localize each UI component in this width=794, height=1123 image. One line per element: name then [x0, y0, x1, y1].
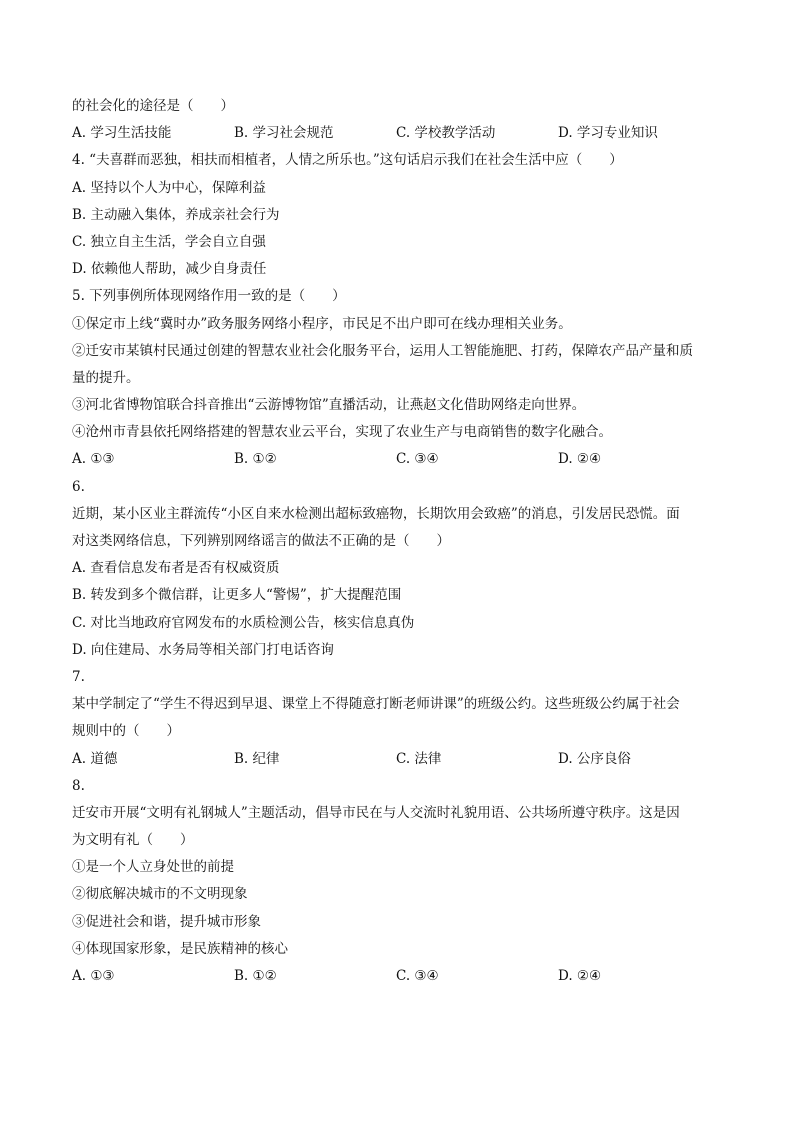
- q3-options: [72, 120, 722, 147]
- q4-option-d: D. 依赖他人帮助，减少自身责任: [72, 261, 267, 278]
- q6-option-c: C. 对比当地政府官网发布的水质检测公告，核实信息真伪: [72, 614, 415, 631]
- q8-item-2: ②彻底解决城市的不文明现象: [72, 886, 248, 903]
- q7-number: 7.: [72, 668, 85, 685]
- q8-option-c: C. ③④: [396, 968, 439, 984]
- q5-options: [72, 446, 722, 473]
- q5-option-c: C. ③④: [396, 451, 439, 468]
- q8-item-3: ③促进社会和谐，提升城市形象: [72, 913, 261, 930]
- q4-stem: 4. “夫喜群而恶独，相扶而相植者，人情之所乐也。”这句话启示我们在社会生活中应（ ）: [72, 152, 623, 169]
- exam-page: [72, 93, 722, 990]
- q6-number: 6.: [72, 478, 85, 495]
- q5-option-a: A. ①③: [72, 451, 115, 468]
- q6-option-b: B. 转发到多个微信群，让更多人“警惕”，扩大提醒范围: [72, 587, 402, 604]
- q5-option-b: B. ①②: [234, 451, 277, 468]
- q5-option-d: D. ②④: [558, 451, 602, 468]
- q8-item-1: ①是一个人立身处世的前提: [72, 859, 234, 876]
- q5-item-1: ①保定市上线“冀时办”政务服务网络小程序，市民足不出户即可在线办理相关业务。: [72, 315, 572, 332]
- q5-item-2: ②迁安市某镇村民通过创建的智慧农业社会化服务平台，运用人工智能施肥、打药，保障农产品产量和质: [72, 342, 693, 359]
- q7-stem-line-2: 规则中的（ ）: [72, 723, 180, 740]
- q8-option-a: A. ①③: [72, 968, 115, 984]
- q7-option-a: A. 道德: [72, 750, 118, 767]
- q6-stem-line-1: 近期，某小区业主群流传“小区自来水检测出超标致癌物，长期饮用会致癌”的消息，引发居民恐慌。面: [72, 505, 680, 522]
- q8-number: 8.: [72, 777, 85, 794]
- q4-option-c: C. 独立自主生活，学会自立自强: [72, 233, 266, 250]
- q5-stem: 5. 下列事例所体现网络作用一致的是（ ）: [72, 288, 346, 305]
- q4-option-a: A. 坚持以个人为中心，保障利益: [72, 179, 266, 196]
- q5-item-2-cont: 量的提升。: [72, 369, 140, 386]
- q8-stem-line-1: 迁安市开展“文明有礼钢城人”主题活动，倡导市民在与人交流时礼貌用语、公共场所遵守秩序。这是因: [72, 804, 680, 821]
- q6-stem-line-2: 对这类网络信息，下列辨别网络谣言的做法不正确的是（ ）: [72, 533, 450, 549]
- q7-options: [72, 746, 722, 773]
- q3-option-a: A. 学习生活技能: [72, 125, 172, 142]
- q7-option-c: C. 法律: [396, 750, 442, 767]
- q3-option-c: C. 学校教学活动: [396, 125, 496, 142]
- q5-item-4: ④沧州市青县依托网络搭建的智慧农业云平台，实现了农业生产与电商销售的数字化融合。: [72, 424, 612, 441]
- q3-stem-tail: 的社会化的途径是（ ）: [72, 98, 234, 114]
- q4-option-b: B. 主动融入集体，养成亲社会行为: [72, 206, 280, 223]
- q5-item-3: ③河北省博物馆联合抖音推出“云游博物馆”直播活动，让燕赵文化借助网络走向世界。: [72, 397, 586, 414]
- q7-option-d: D. 公序良俗: [558, 750, 631, 767]
- q6-option-a: A. 查看信息发布者是否有权威资质: [72, 560, 280, 577]
- q7-option-b: B. 纪律: [234, 750, 280, 767]
- q6-option-d: D. 向住建局、水务局等相关部门打电话咨询: [72, 641, 334, 658]
- q3-option-b: B. 学习社会规范: [234, 125, 334, 142]
- q8-options: [72, 963, 722, 990]
- q8-item-4: ④体现国家形象，是民族精神的核心: [72, 940, 288, 957]
- q8-option-b: B. ①②: [234, 968, 277, 984]
- q8-option-d: D. ②④: [558, 968, 602, 984]
- q7-stem-line-1: 某中学制定了“学生不得迟到早退、课堂上不得随意打断老师讲课”的班级公约。这些班级公约属于社会: [72, 696, 680, 713]
- q8-stem-line-2: 为文明有礼（ ）: [72, 832, 194, 849]
- q3-option-d: D. 学习专业知识: [558, 125, 658, 142]
